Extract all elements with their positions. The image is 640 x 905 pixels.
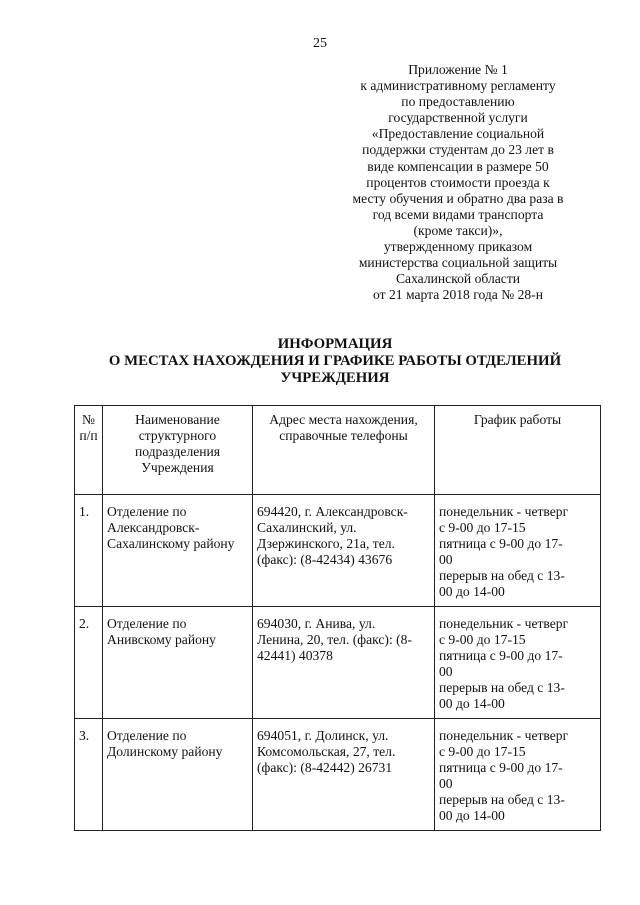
appendix-line: процентов стоимости проезда к (366, 174, 550, 190)
appendix-line: по предоставлению (401, 94, 515, 110)
page-number: 25 (313, 36, 327, 51)
row-number: 3. (75, 719, 103, 831)
appendix-line: Приложение № 1 (408, 62, 508, 77)
document-title (60, 336, 610, 387)
department-name: Отделение по Долинскому району (103, 719, 253, 831)
appendix-line: (кроме такси)», (413, 222, 503, 238)
appendix-line: Сахалинской области (395, 271, 521, 287)
department-schedule: понедельник - четверг с 9-00 до 17-15 пятница с 9-00 до 17- 00 перерыв на обед с 13- 00 до 14-00 (435, 719, 601, 831)
department-address: 694030, г. Анива, ул. Ленина, 20, тел. (факс): (8- 42441) 40378 (253, 607, 435, 719)
department-address: 694051, г. Долинск, ул. Комсомольская, 27, тел. (факс): (8-42442) 26731 (253, 719, 435, 831)
table-row (75, 719, 601, 831)
appendix-line: утвержденному приказом (383, 239, 533, 255)
appendix-header (330, 62, 586, 303)
appendix-line: министерства социальной защиты (358, 255, 558, 271)
department-schedule: понедельник - четверг с 9-00 до 17-15 пятница с 9-00 до 17- 00 перерыв на обед с 13- 00 до 14-00 (435, 607, 601, 719)
appendix-line: от 21 марта 2018 года № 28-н (373, 287, 543, 303)
header-name: Наименование структурного подразделения Учреждения (103, 406, 253, 495)
row-number: 2. (75, 607, 103, 719)
appendix-line: «Предоставление социальной (371, 126, 545, 142)
table-header-row (75, 406, 601, 495)
appendix-line: виде компенсации в размере 50 (367, 158, 549, 174)
department-address: 694420, г. Александровск- Сахалинский, ул. Дзержинского, 21а, тел. (факс): (8-42434) 43676 (253, 495, 435, 607)
appendix-line: поддержки студентам до 23 лет в (362, 142, 554, 158)
appendix-line: месту обучения и обратно два раза в (352, 190, 564, 206)
appendix-line: к административному регламенту (360, 78, 556, 94)
appendix-line: год всеми видами транспорта (372, 206, 544, 222)
department-name: Отделение по Анивскому району (103, 607, 253, 719)
table-row (75, 607, 601, 719)
header-number: № п/п (75, 406, 103, 495)
department-schedule: понедельник - четверг с 9-00 до 17-15 пятница с 9-00 до 17- 00 перерыв на обед с 13- 00 до 14-00 (435, 495, 601, 607)
header-address: Адрес места нахождения, справочные телефоны (253, 406, 435, 495)
row-number: 1. (75, 495, 103, 607)
table-row (75, 495, 601, 607)
departments-table (74, 405, 601, 831)
department-name: Отделение по Александровск- Сахалинскому району (103, 495, 253, 607)
title-line: О МЕСТАХ НАХОЖДЕНИЯ И ГРАФИКЕ РАБОТЫ ОТДЕЛЕНИЙ (108, 353, 562, 369)
header-schedule: График работы (435, 406, 601, 495)
appendix-line: государственной услуги (388, 110, 528, 126)
title-line: УЧРЕЖДЕНИЯ (280, 370, 390, 386)
title-line: ИНФОРМАЦИЯ (277, 336, 393, 352)
